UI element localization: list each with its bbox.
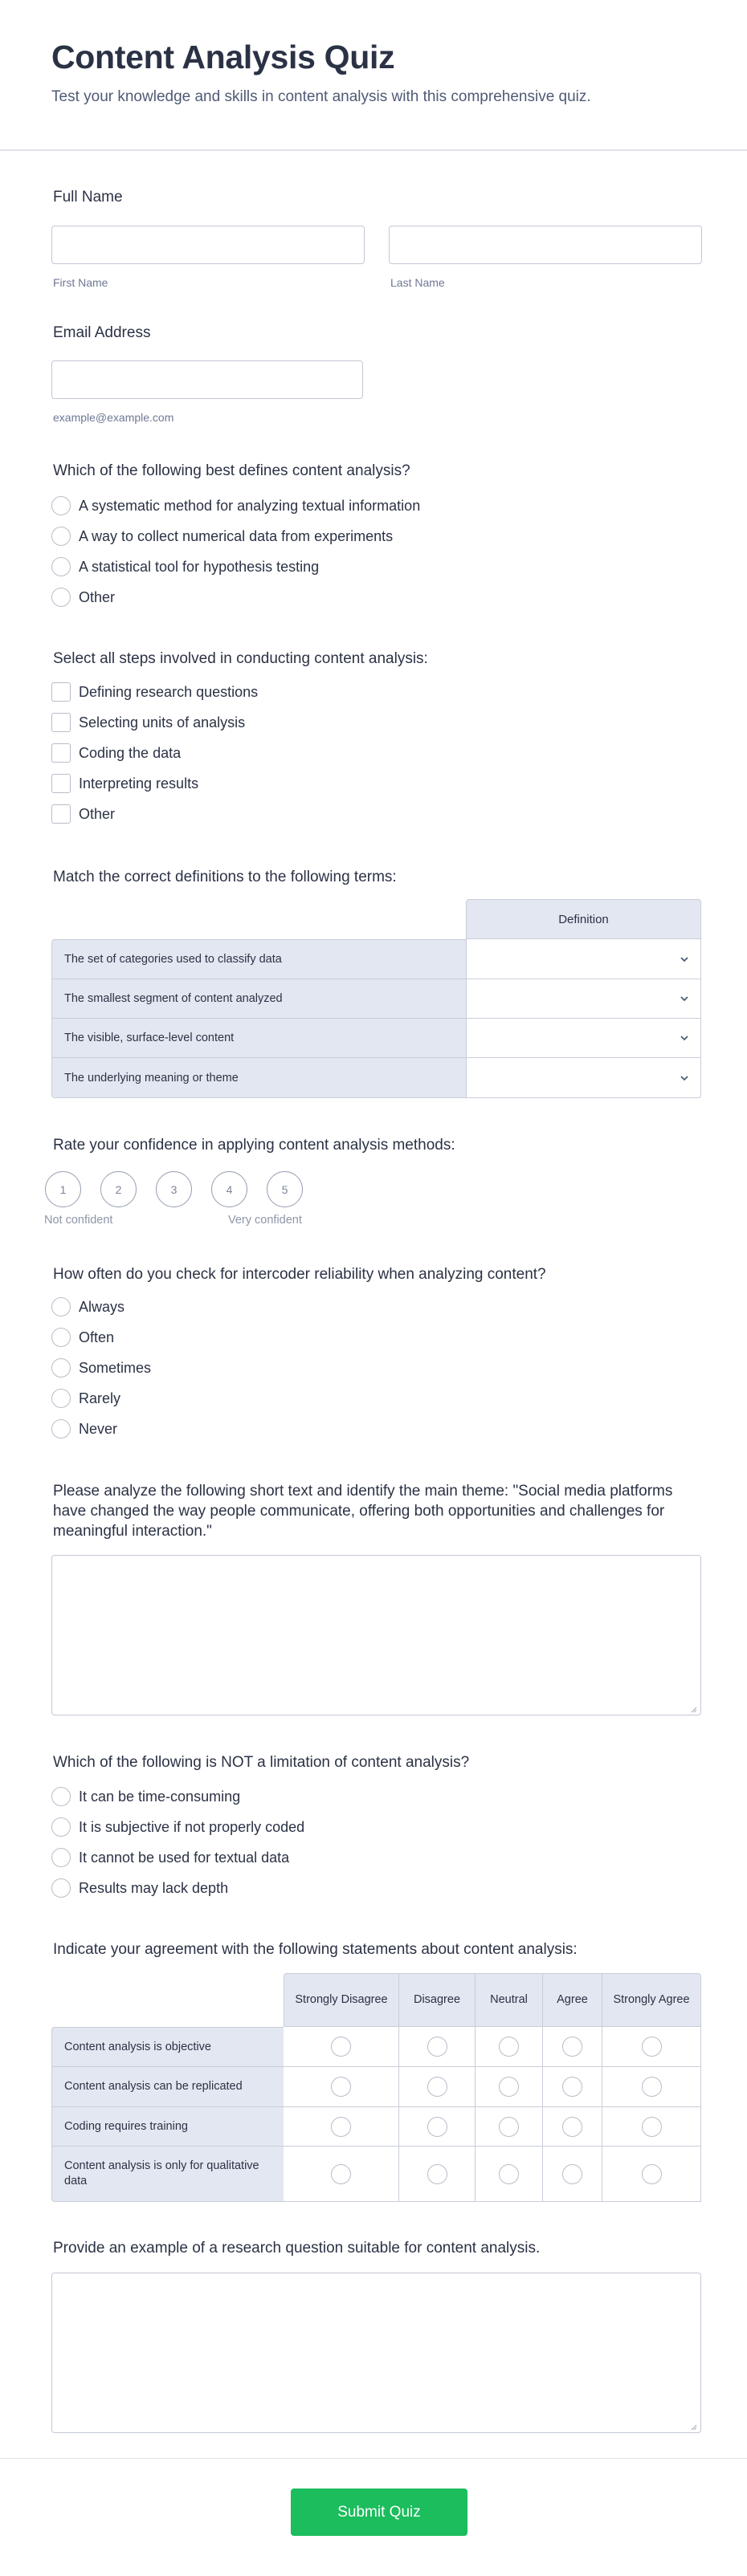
matrix-row-label: Content analysis is only for qualitative data	[51, 2147, 284, 2202]
matrix-row-label: Content analysis is objective	[51, 2027, 284, 2067]
definition-dropdown[interactable]	[466, 979, 701, 1019]
radio-option[interactable]	[51, 1296, 124, 1318]
radio-button[interactable]	[51, 1358, 71, 1378]
matching-row	[51, 939, 701, 979]
radio-button[interactable]	[51, 1878, 71, 1898]
checkbox-option[interactable]	[51, 711, 245, 734]
radio-option[interactable]	[51, 494, 420, 517]
matrix-cell	[476, 2107, 543, 2147]
rating-option-1[interactable]: 1	[45, 1171, 81, 1207]
first-name-input[interactable]	[51, 226, 365, 264]
q-frequency-label: How often do you check for intercoder reliability when analyzing content?	[53, 1266, 546, 1283]
matching-row	[51, 979, 701, 1019]
option-label: Results may lack depth	[79, 1879, 229, 1896]
matrix-radio-button[interactable]	[499, 2117, 519, 2137]
first-name-sublabel: First Name	[53, 276, 108, 289]
full-name-label: Full Name	[53, 189, 123, 206]
radio-button[interactable]	[51, 496, 71, 515]
matrix-column-header: Neutral	[476, 1973, 543, 2027]
q-confidence-label: Rate your confidence in applying content analysis methods:	[53, 1137, 455, 1154]
matrix-cell	[602, 2027, 701, 2067]
matching-column-header: Definition	[466, 899, 701, 939]
checkbox[interactable]	[51, 804, 71, 824]
matrix-radio-button[interactable]	[499, 2037, 519, 2057]
matrix-radio-button[interactable]	[331, 2117, 351, 2137]
matrix-cell	[602, 2107, 701, 2147]
option-label: It cannot be used for textual data	[79, 1849, 290, 1866]
radio-button[interactable]	[51, 1848, 71, 1867]
q-agreement-label: Indicate your agreement with the following statements about content analysis:	[53, 1941, 578, 1958]
rating-option-5[interactable]: 5	[267, 1171, 303, 1207]
matching-row	[51, 1058, 701, 1098]
chevron-down-icon	[680, 994, 689, 1003]
matrix-column-header: Strongly Disagree	[284, 1973, 399, 2027]
rating-max-caption: Very confident	[228, 1214, 302, 1227]
last-name-sublabel: Last Name	[390, 276, 445, 289]
checkbox[interactable]	[51, 682, 71, 702]
option-label: Defining research questions	[79, 683, 259, 700]
footer-divider	[0, 2458, 747, 2459]
matrix-radio-button[interactable]	[642, 2164, 662, 2184]
matrix-radio-button[interactable]	[562, 2037, 582, 2057]
matrix-radio-button[interactable]	[562, 2117, 582, 2137]
radio-button[interactable]	[51, 1389, 71, 1408]
checkbox[interactable]	[51, 774, 71, 793]
matrix-cell	[399, 2147, 476, 2202]
radio-option[interactable]	[51, 586, 115, 608]
matrix-radio-button[interactable]	[499, 2077, 519, 2097]
option-label: Other	[79, 805, 116, 822]
chevron-down-icon	[680, 954, 689, 964]
checkbox-option[interactable]	[51, 681, 258, 703]
matrix-column-header: Disagree	[399, 1973, 476, 2027]
radio-button[interactable]	[51, 1787, 71, 1806]
option-label: A way to collect numerical data from experiments	[79, 527, 394, 544]
checkbox[interactable]	[51, 713, 71, 732]
radio-button[interactable]	[51, 1328, 71, 1347]
matrix-cell	[543, 2027, 602, 2067]
matrix-radio-button[interactable]	[642, 2077, 662, 2097]
radio-option[interactable]	[51, 1846, 289, 1869]
checkbox[interactable]	[51, 743, 71, 763]
matrix-cell	[476, 2027, 543, 2067]
radio-option[interactable]	[51, 1357, 151, 1379]
matching-row	[51, 1019, 701, 1058]
option-label: Sometimes	[79, 1359, 152, 1376]
matching-term: The visible, surface-level content	[51, 1019, 467, 1058]
definition-dropdown[interactable]	[466, 939, 701, 979]
q-research-label: Provide an example of a research question suitable for content analysis.	[53, 2240, 541, 2257]
radio-option[interactable]	[51, 1877, 228, 1899]
definition-dropdown[interactable]	[466, 1019, 701, 1058]
radio-option[interactable]	[51, 1326, 114, 1349]
option-label: It is subjective if not properly coded	[79, 1818, 305, 1835]
matrix-cell	[284, 2107, 399, 2147]
radio-option[interactable]	[51, 1387, 120, 1410]
matrix-radio-button[interactable]	[427, 2077, 447, 2097]
matrix-cell	[602, 2067, 701, 2107]
chevron-down-icon	[680, 1033, 689, 1043]
q-match-label: Match the correct definitions to the following terms:	[53, 869, 397, 885]
checkbox-option[interactable]	[51, 742, 181, 764]
rating-option-3[interactable]: 3	[156, 1171, 192, 1207]
matrix-radio-button[interactable]	[427, 2117, 447, 2137]
radio-option[interactable]	[51, 555, 319, 578]
email-input[interactable]	[51, 360, 363, 399]
matrix-cell	[399, 2067, 476, 2107]
radio-option[interactable]	[51, 1816, 304, 1838]
matrix-cell	[399, 2027, 476, 2067]
matrix-radio-button[interactable]	[331, 2077, 351, 2097]
option-label: Coding the data	[79, 744, 182, 761]
rating-min-caption: Not confident	[44, 1214, 113, 1227]
matrix-cell	[543, 2107, 602, 2147]
matrix-row-label: Coding requires training	[51, 2107, 284, 2147]
q-theme-label: Please analyze the following short text and identify the main theme: "Social media platforms have changed the way people communicate, offering both opportunities and challenges for meaningful interaction."	[53, 1483, 673, 1540]
radio-option[interactable]	[51, 1418, 117, 1440]
matrix-radio-button[interactable]	[331, 2164, 351, 2184]
matching-term: The smallest segment of content analyzed	[51, 979, 467, 1019]
option-label: A statistical tool for hypothesis testing	[79, 558, 320, 575]
matrix-cell	[602, 2147, 701, 2202]
checkbox-option[interactable]	[51, 803, 115, 825]
resize-grip-icon[interactable]	[689, 1705, 697, 1713]
research-question-textarea[interactable]	[51, 2273, 701, 2433]
matrix-cell	[284, 2067, 399, 2107]
matrix-row-label: Content analysis can be replicated	[51, 2067, 284, 2107]
radio-option[interactable]	[51, 525, 393, 547]
resize-grip-icon[interactable]	[689, 2423, 697, 2431]
matrix-radio-button[interactable]	[642, 2037, 662, 2057]
page-subtitle: Test your knowledge and skills in content analysis with this comprehensive quiz.	[51, 88, 591, 105]
radio-button[interactable]	[51, 527, 71, 546]
option-label: Often	[79, 1329, 115, 1345]
option-label: It can be time-consuming	[79, 1788, 241, 1805]
matrix-cell	[476, 2147, 543, 2202]
matrix-column-header: Strongly Agree	[602, 1973, 701, 2027]
radio-button[interactable]	[51, 1817, 71, 1837]
option-label: Other	[79, 588, 116, 605]
radio-button[interactable]	[51, 1297, 71, 1316]
matrix-radio-button[interactable]	[642, 2117, 662, 2137]
matrix-cell	[399, 2107, 476, 2147]
rating-option-2[interactable]: 2	[100, 1171, 137, 1207]
matrix-cell	[543, 2147, 602, 2202]
email-sublabel: example@example.com	[53, 411, 174, 424]
submit-quiz-button[interactable]: Submit Quiz	[291, 2489, 467, 2536]
option-label: Rarely	[79, 1390, 121, 1406]
option-label: A systematic method for analyzing textual information	[79, 497, 421, 514]
matrix-column-header: Agree	[543, 1973, 602, 2027]
q-limitation-label: Which of the following is NOT a limitation of content analysis?	[53, 1754, 470, 1771]
matrix-radio-button[interactable]	[562, 2164, 582, 2184]
matrix-cell	[284, 2027, 399, 2067]
q-definition-label: Which of the following best defines content analysis?	[53, 462, 410, 479]
radio-button[interactable]	[51, 1419, 71, 1439]
option-label: Always	[79, 1298, 125, 1315]
checkbox-option[interactable]	[51, 772, 198, 795]
matrix-cell	[284, 2147, 399, 2202]
matching-term: The set of categories used to classify data	[51, 939, 467, 979]
radio-button[interactable]	[51, 588, 71, 607]
radio-button[interactable]	[51, 557, 71, 576]
option-label: Selecting units of analysis	[79, 714, 246, 730]
last-name-input[interactable]	[389, 226, 702, 264]
matrix-cell	[543, 2067, 602, 2107]
form-header	[0, 0, 747, 151]
radio-option[interactable]	[51, 1785, 240, 1808]
matrix-radio-button[interactable]	[562, 2077, 582, 2097]
q-steps-label: Select all steps involved in conducting content analysis:	[53, 650, 428, 667]
matrix-radio-button[interactable]	[427, 2037, 447, 2057]
chevron-down-icon	[680, 1073, 689, 1083]
matrix-cell	[476, 2067, 543, 2107]
definition-dropdown[interactable]	[466, 1058, 701, 1098]
page-title: Content Analysis Quiz	[51, 39, 395, 75]
email-label: Email Address	[53, 324, 151, 341]
theme-textarea[interactable]	[51, 1555, 701, 1715]
option-label: Interpreting results	[79, 775, 199, 792]
matrix-radio-button[interactable]	[427, 2164, 447, 2184]
rating-option-4[interactable]: 4	[211, 1171, 247, 1207]
matrix-radio-button[interactable]	[499, 2164, 519, 2184]
matrix-radio-button[interactable]	[331, 2037, 351, 2057]
option-label: Never	[79, 1420, 118, 1437]
matching-term: The underlying meaning or theme	[51, 1058, 467, 1098]
